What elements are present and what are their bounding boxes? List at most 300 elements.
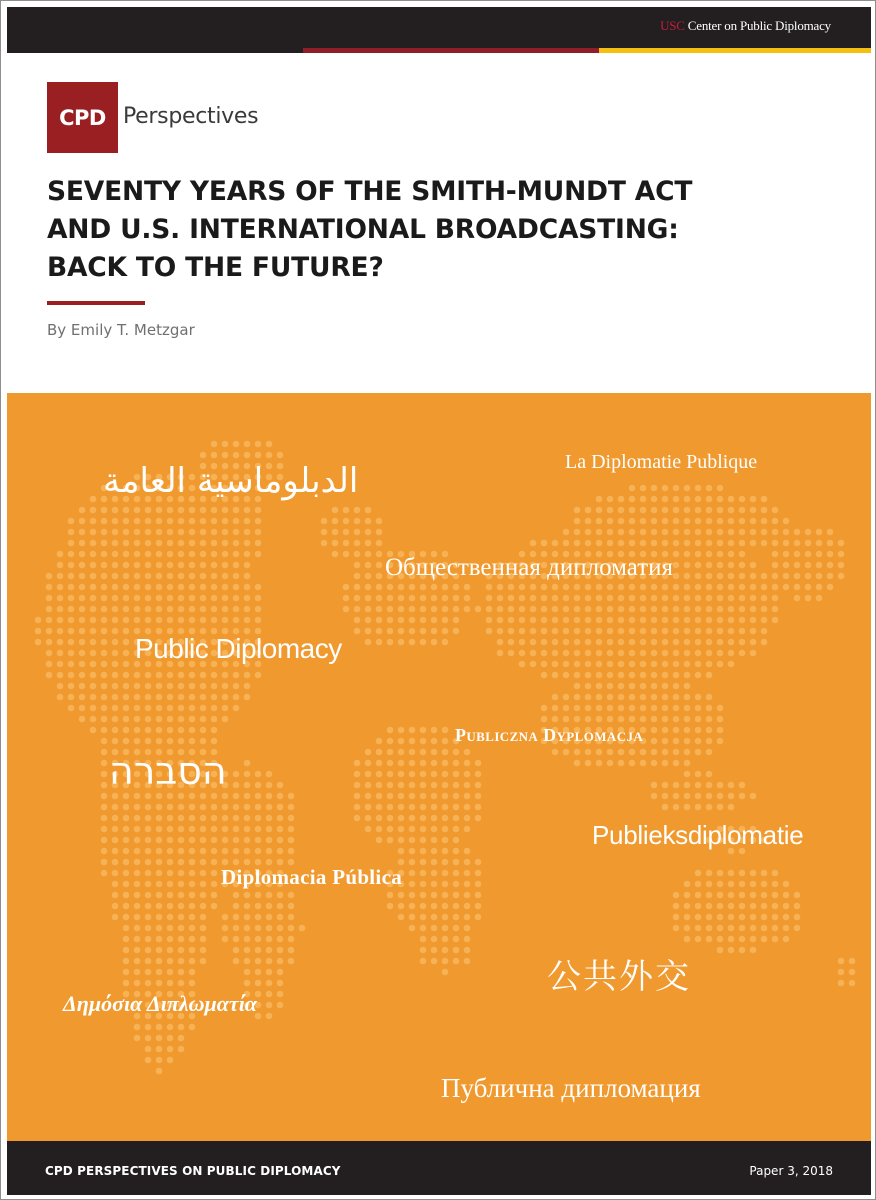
map-dot [189,562,196,569]
map-dot [123,595,130,602]
map-dot [530,595,537,602]
map-dot [662,584,669,591]
map-dot [673,694,680,701]
map-dot [57,584,64,591]
map-dot [145,947,152,954]
map-dot [607,617,614,624]
map-dot [134,859,141,866]
map-dot [145,936,152,943]
map-dot [365,562,372,569]
map-dot [156,1068,163,1075]
map-dot [640,639,647,646]
map-dot [200,694,207,701]
map-dot [673,628,680,635]
map-dot [200,727,207,734]
map-dot [112,694,119,701]
map-dot [255,969,262,976]
map-dot [574,529,581,536]
stripe-dark [7,48,303,53]
map-dot [596,749,603,756]
map-dot [486,595,493,602]
map-dot [277,452,284,459]
map-dot [123,804,130,811]
map-dot [794,925,801,932]
map-dot [563,661,570,668]
map-dot [68,694,75,701]
map-dot [68,584,75,591]
map-dot [530,606,537,613]
map-dot [706,727,713,734]
map-dot [618,650,625,657]
map-dot [90,694,97,701]
map-dot [574,672,581,679]
map-dot [750,562,757,569]
map-dot [178,672,185,679]
map-dot [585,661,592,668]
map-dot [684,584,691,591]
map-dot [618,716,625,723]
map-dot [178,925,185,932]
map-dot [167,595,174,602]
map-dot [475,606,482,613]
map-dot [255,529,262,536]
map-dot [728,870,735,877]
map-dot [277,958,284,965]
map-dot [464,826,471,833]
map-dot [156,573,163,580]
map-dot [464,936,471,943]
map-dot [134,815,141,822]
map-dot [629,617,636,624]
map-dot [101,749,108,756]
map-dot [79,584,86,591]
map-dot [211,452,218,459]
map-dot [376,738,383,745]
map-dot [651,661,658,668]
map-dot [728,628,735,635]
map-dot [167,837,174,844]
stripe-gold [599,48,871,53]
map-dot [750,914,757,921]
map-dot [585,672,592,679]
map-dot [189,958,196,965]
map-dot [145,1024,152,1031]
map-dot [222,573,229,580]
word-chinese: 公共外交 [547,957,691,997]
map-dot [178,1046,185,1053]
map-dot [255,540,262,547]
map-dot [651,738,658,745]
map-dot [178,947,185,954]
map-dot [431,727,438,734]
map-dot [277,826,284,833]
map-dot [464,749,471,756]
map-dot [596,584,603,591]
map-dot [442,848,449,855]
map-dot [673,595,680,602]
map-dot [717,914,724,921]
map-dot [530,540,537,547]
map-dot [112,661,119,668]
map-dot [750,936,757,943]
map-dot [717,496,724,503]
map-dot [805,540,812,547]
map-dot [200,870,207,877]
map-dot [134,705,141,712]
map-dot [585,529,592,536]
map-dot [244,529,251,536]
map-dot [200,518,207,525]
map-dot [420,793,427,800]
map-dot [233,529,240,536]
map-dot [552,639,559,646]
map-dot [134,826,141,833]
map-dot [145,870,152,877]
map-dot [145,573,152,580]
title-line-2: AND U.S. INTERNATIONAL BROADCASTING: [47,214,679,245]
map-dot [167,716,174,723]
map-dot [222,518,229,525]
map-dot [222,914,229,921]
map-dot [475,815,482,822]
map-dot [684,705,691,712]
map-dot [222,540,229,547]
map-dot [431,815,438,822]
map-dot [68,672,75,679]
map-dot [244,694,251,701]
map-dot [222,672,229,679]
map-dot [695,496,702,503]
map-dot [662,496,669,503]
map-dot [57,661,64,668]
map-dot [607,507,614,514]
map-dot [200,804,207,811]
map-dot [288,947,295,954]
map-dot [134,903,141,910]
map-dot [79,716,86,723]
map-dot [596,606,603,613]
map-dot [596,705,603,712]
map-dot [365,804,372,811]
map-dot [156,683,163,690]
map-dot [189,683,196,690]
map-dot [420,738,427,745]
map-dot [134,694,141,701]
map-dot [398,595,405,602]
map-dot [211,584,218,591]
map-dot [684,650,691,657]
map-dot [178,870,185,877]
map-dot [431,628,438,635]
map-dot [343,595,350,602]
map-dot [816,584,823,591]
map-dot [464,947,471,954]
map-dot [420,771,427,778]
map-dot [145,738,152,745]
map-dot [178,540,185,547]
map-dot [607,518,614,525]
map-dot [673,529,680,536]
map-dot [255,672,262,679]
map-dot [288,914,295,921]
map-dot [211,595,218,602]
map-dot [838,540,845,547]
map-dot [585,606,592,613]
map-dot [376,584,383,591]
map-dot [57,694,64,701]
map-dot [365,749,372,756]
map-dot [662,606,669,613]
map-dot [134,529,141,536]
map-dot [739,903,746,910]
map-dot [706,540,713,547]
map-dot [618,496,625,503]
map-dot [233,617,240,624]
map-dot [739,628,746,635]
map-dot [607,584,614,591]
map-dot [431,584,438,591]
map-dot [464,782,471,789]
map-dot [629,705,636,712]
map-dot [706,705,713,712]
map-dot [255,804,262,811]
map-dot [541,650,548,657]
map-dot [794,573,801,580]
map-dot [68,617,75,624]
map-dot [288,936,295,943]
map-dot [288,793,295,800]
map-dot [717,881,724,888]
map-dot [761,903,768,910]
map-dot [90,617,97,624]
map-dot [200,892,207,899]
map-dot [266,826,273,833]
map-dot [442,892,449,899]
map-dot [563,716,570,723]
map-dot [618,529,625,536]
map-dot [178,1024,185,1031]
map-dot [233,694,240,701]
map-dot [717,870,724,877]
map-dot [200,606,207,613]
map-dot [508,584,515,591]
map-dot [211,826,218,833]
map-dot [156,859,163,866]
map-dot [255,848,262,855]
map-dot [244,848,251,855]
map-dot [46,606,53,613]
map-dot [244,441,251,448]
map-dot [134,1035,141,1042]
map-dot [750,529,757,536]
map-dot [453,771,460,778]
map-dot [684,628,691,635]
map-dot [728,650,735,657]
map-dot [178,683,185,690]
map-dot [189,507,196,514]
map-dot [761,529,768,536]
map-dot [552,749,559,756]
map-dot [618,628,625,635]
map-dot [167,881,174,888]
map-dot [508,595,515,602]
map-dot [706,617,713,624]
map-dot [574,694,581,701]
map-dot [805,562,812,569]
map-dot [607,749,614,756]
map-dot [101,628,108,635]
map-dot [90,562,97,569]
map-dot [200,848,207,855]
map-dot [376,804,383,811]
map-dot [211,617,218,624]
map-dot [783,551,790,558]
map-dot [167,848,174,855]
map-dot [497,595,504,602]
map-dot [46,573,53,580]
map-dot [596,760,603,767]
map-dot [662,507,669,514]
map-dot [728,947,735,954]
map-dot [266,771,273,778]
map-dot [662,694,669,701]
map-dot [123,815,130,822]
map-dot [167,793,174,800]
map-dot [398,793,405,800]
map-dot [409,870,416,877]
map-dot [211,881,218,888]
map-dot [101,870,108,877]
map-dot [508,639,515,646]
map-dot [552,617,559,624]
map-dot [706,650,713,657]
map-dot [673,903,680,910]
map-dot [255,936,262,943]
map-dot [222,507,229,514]
map-dot [805,573,812,580]
map-dot [750,925,757,932]
map-dot [145,705,152,712]
map-dot [145,683,152,690]
map-dot [442,903,449,910]
map-dot [156,1046,163,1053]
map-dot [464,848,471,855]
map-dot [585,749,592,756]
map-dot [442,914,449,921]
map-dot [101,782,108,789]
map-dot [420,815,427,822]
map-dot [739,496,746,503]
map-dot [123,562,130,569]
map-dot [475,859,482,866]
map-dot [750,496,757,503]
map-dot [145,540,152,547]
map-dot [387,771,394,778]
map-dot [695,749,702,756]
map-dot [35,639,42,646]
map-dot [651,584,658,591]
map-dot [640,661,647,668]
map-dot [288,804,295,811]
map-dot [761,892,768,899]
map-dot [376,837,383,844]
map-dot [717,793,724,800]
map-dot [431,936,438,943]
map-dot [200,859,207,866]
map-dot [387,639,394,646]
map-dot [112,881,119,888]
map-dot [398,628,405,635]
map-dot [90,540,97,547]
map-dot [244,914,251,921]
map-dot [695,793,702,800]
map-dot [794,595,801,602]
map-dot [794,584,801,591]
map-dot [200,507,207,514]
map-dot [651,496,658,503]
map-dot [651,705,658,712]
map-dot [266,793,273,800]
map-dot [728,606,735,613]
map-dot [640,749,647,756]
map-dot [618,705,625,712]
map-dot [684,716,691,723]
map-dot [112,551,119,558]
map-dot [827,584,834,591]
map-dot [695,606,702,613]
map-dot [651,617,658,624]
map-dot [695,672,702,679]
map-dot [442,782,449,789]
map-dot [156,716,163,723]
map-dot [376,815,383,822]
map-dot [79,705,86,712]
map-dot [431,760,438,767]
map-dot [244,584,251,591]
map-dot [266,980,273,987]
usc-cpd-logo [660,18,831,34]
map-dot [211,903,218,910]
map-dot [662,650,669,657]
map-dot [398,848,405,855]
map-dot [398,782,405,789]
map-dot [57,617,64,624]
map-dot [255,507,262,514]
paper-number: Paper 3, 2018 [749,1164,833,1178]
map-dot [354,540,361,547]
map-dot [651,760,658,767]
map-dot [772,903,779,910]
map-dot [101,804,108,811]
map-dot [134,914,141,921]
map-dot [728,529,735,536]
map-dot [266,991,273,998]
map-dot [849,980,856,987]
map-dot [354,793,361,800]
map-dot [475,804,482,811]
map-dot [750,639,757,646]
map-dot [387,793,394,800]
map-dot [761,628,768,635]
map-dot [783,892,790,899]
map-dot [211,848,218,855]
map-dot [244,936,251,943]
map-dot [365,551,372,558]
map-dot [442,859,449,866]
map-dot [178,793,185,800]
map-dot [200,914,207,921]
map-dot [464,760,471,767]
